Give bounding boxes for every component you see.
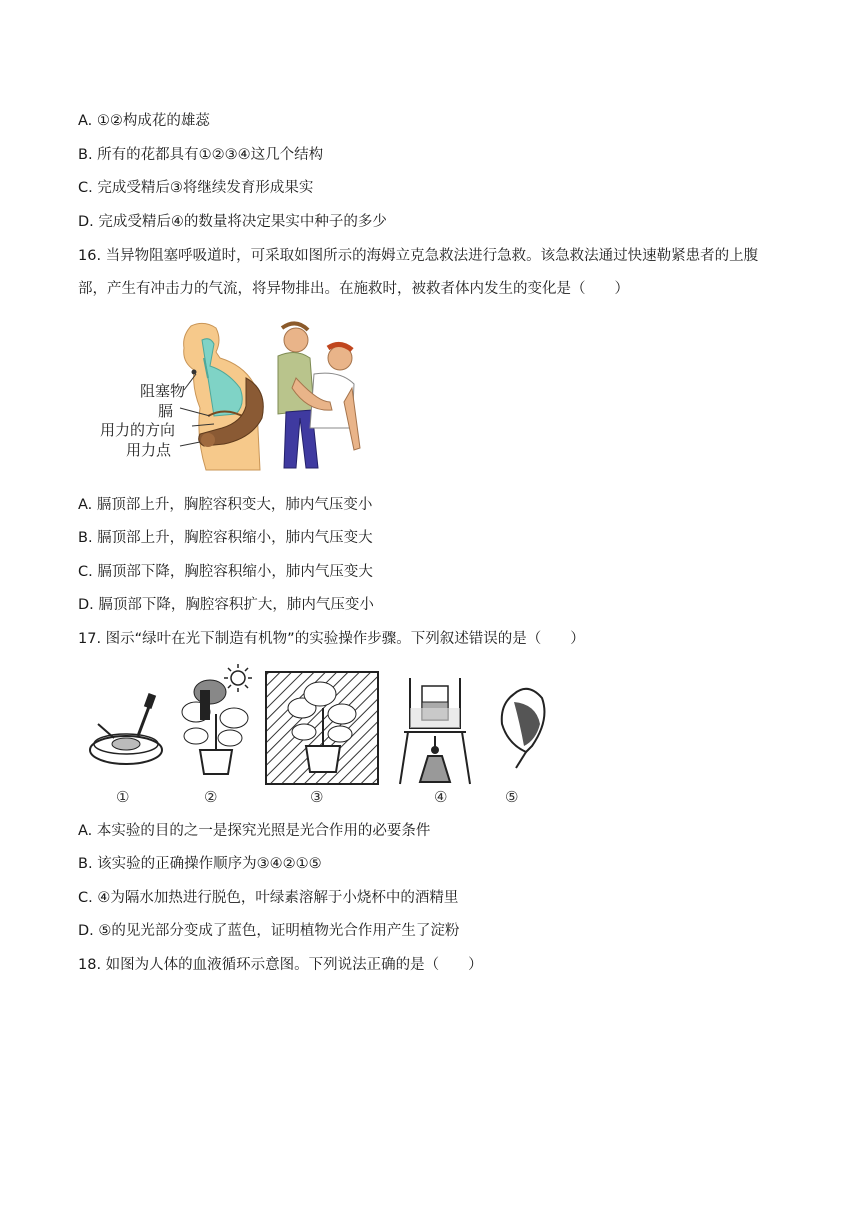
q17-option-d: D. ⑤的见光部分变成了蓝色，证明植物光合作用产生了淀粉 <box>78 923 460 939</box>
q17-option-b: B. 该实验的正确操作顺序为③④②①⑤ <box>78 856 322 872</box>
heimlich-figure <box>96 318 366 474</box>
q16-option-d: D. 膈顶部下降，胸腔容积扩大，肺内气压变小 <box>78 597 374 613</box>
figure-label-force-point: 用力点 <box>126 441 172 459</box>
q15-option-d: D. 完成受精后④的数量将决定果实中种子的多少 <box>78 214 387 230</box>
figure-label-force-direction: 用力的方向 <box>100 421 176 439</box>
q17-option-c: C. ④为隔水加热进行脱色，叶绿素溶解于小烧杯中的酒精里 <box>78 890 459 906</box>
step-number-4: ④ <box>434 788 448 806</box>
figure-label-obstruction: 阻塞物 <box>140 382 186 400</box>
step-number-2: ② <box>204 788 218 806</box>
q16-stem: 16. 当异物阻塞呼吸道时，可采取如图所示的海姆立克急救法进行急救。该急救法通过快速勒紧患者的上腹部，产生有冲击力的气流，将异物排出。在施救时，被救者体内发生的变化是（ ） <box>78 248 759 297</box>
q16-option-a: A. 膈顶部上升，胸腔容积变大，肺内气压变小 <box>78 497 373 513</box>
photosynthesis-steps-figure <box>84 664 554 810</box>
step-number-3: ③ <box>310 788 324 806</box>
q16-option-c: C. 膈顶部下降，胸腔容积缩小，肺内气压变大 <box>78 564 373 580</box>
q15-option-c: C. 完成受精后③将继续发育形成果实 <box>78 180 314 196</box>
figure-label-diaphragm: 膈 <box>158 402 174 420</box>
step-number-1: ① <box>116 788 130 806</box>
q18-stem: 18. 如图为人体的血液循环示意图。下列说法正确的是（ ） <box>78 957 483 973</box>
q17-stem: 17. 图示“绿叶在光下制造有机物”的实验操作步骤。下列叙述错误的是（ ） <box>78 631 585 647</box>
step-number-5: ⑤ <box>505 788 519 806</box>
q17-option-a: A. 本实验的目的之一是探究光照是光合作用的必要条件 <box>78 823 431 839</box>
photosynthesis-steps-illustration <box>84 664 554 788</box>
q15-option-a: A. ①②构成花的雄蕊 <box>78 113 210 129</box>
q15-option-b: B. 所有的花都具有①②③④这几个结构 <box>78 147 324 163</box>
q16-option-b: B. 膈顶部上升，胸腔容积缩小，肺内气压变大 <box>78 530 373 546</box>
